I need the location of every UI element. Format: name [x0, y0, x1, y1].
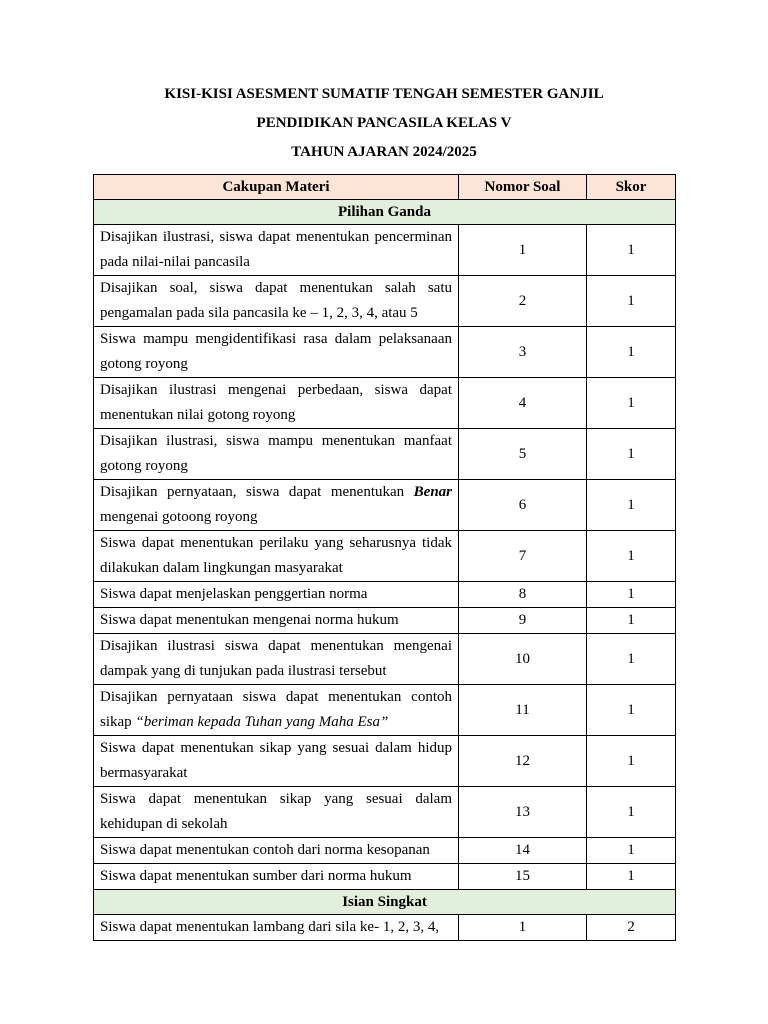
row-description-text-end: mengenai gotoong royong: [100, 509, 258, 525]
section-row-pilihan-ganda: [94, 200, 676, 225]
row-score: 1: [587, 276, 676, 327]
row-description: Disajikan soal, siswa dapat menentukan salah satu pengamalan pada sila pancasila ke – 1, 2, 3, 4, atau 5: [94, 276, 459, 327]
row-description-quote: “beriman kepada Tuhan yang Maha Esa”: [135, 714, 389, 730]
section-label: Isian Singkat: [94, 890, 676, 915]
column-header-nomor: Nomor Soal: [459, 175, 587, 200]
table-row: [94, 480, 676, 531]
row-score: 1: [587, 582, 676, 608]
row-number: 2: [459, 276, 587, 327]
row-description: Siswa dapat menentukan sumber dari norma hukum: [94, 864, 459, 890]
row-score: 2: [587, 915, 676, 941]
table-row: [94, 838, 676, 864]
row-description: Disajikan ilustrasi, siswa dapat menentukan pencerminan pada nilai-nilai pancasila: [94, 225, 459, 276]
row-description: Siswa dapat menentukan mengenai norma hukum: [94, 608, 459, 634]
row-description: Siswa dapat menjelaskan penggertian norma: [94, 582, 459, 608]
row-score: 1: [587, 378, 676, 429]
row-description: Disajikan ilustrasi, siswa mampu menentukan manfaat gotong royong: [94, 429, 459, 480]
row-description: Siswa dapat menentukan sikap yang sesuai dalam kehidupan di sekolah: [94, 787, 459, 838]
document-header: [0, 86, 768, 173]
row-number: 5: [459, 429, 587, 480]
table-row: [94, 378, 676, 429]
row-description: Siswa dapat menentukan sikap yang sesuai dalam hidup bermasyarakat: [94, 736, 459, 787]
row-description: [94, 685, 459, 736]
table-row: [94, 327, 676, 378]
row-number: 10: [459, 634, 587, 685]
row-number: 4: [459, 378, 587, 429]
row-number: 11: [459, 685, 587, 736]
row-number: 8: [459, 582, 587, 608]
column-header-skor: Skor: [587, 175, 676, 200]
row-description: Siswa dapat menentukan contoh dari norma kesopanan: [94, 838, 459, 864]
table-row: [94, 634, 676, 685]
row-description: Disajikan ilustrasi mengenai perbedaan, siswa dapat menentukan nilai gotong royong: [94, 378, 459, 429]
row-number: 15: [459, 864, 587, 890]
table-row: [94, 864, 676, 890]
row-score: 1: [587, 429, 676, 480]
row-description: Siswa dapat menentukan perilaku yang seharusnya tidak dilakukan dalam lingkungan masyarakat: [94, 531, 459, 582]
table-row: [94, 429, 676, 480]
row-score: 1: [587, 608, 676, 634]
kisi-kisi-table: [93, 174, 676, 941]
row-number: 9: [459, 608, 587, 634]
table-row: [94, 531, 676, 582]
table-row: [94, 582, 676, 608]
table-row: [94, 276, 676, 327]
column-header-cakupan: Cakupan Materi: [94, 175, 459, 200]
row-number: 1: [459, 225, 587, 276]
row-number: 3: [459, 327, 587, 378]
row-number: 14: [459, 838, 587, 864]
row-description: Siswa dapat menentukan lambang dari sila ke- 1, 2, 3, 4,: [94, 915, 459, 941]
table-row: [94, 608, 676, 634]
table-row: [94, 787, 676, 838]
row-description-text: Disajikan pernyataan siswa dapat menentukan contoh sikap: [100, 689, 452, 730]
table-row: [94, 225, 676, 276]
row-description: [94, 480, 459, 531]
row-score: 1: [587, 838, 676, 864]
row-score: 1: [587, 327, 676, 378]
section-label: Pilihan Ganda: [94, 200, 676, 225]
row-score: 1: [587, 787, 676, 838]
row-number: 7: [459, 531, 587, 582]
row-score: 1: [587, 634, 676, 685]
row-description-emphasis: Benar: [413, 484, 452, 500]
table-row: [94, 736, 676, 787]
title-line-3: TAHUN AJARAN 2024/2025: [291, 144, 477, 160]
row-score: 1: [587, 531, 676, 582]
row-score: 1: [587, 685, 676, 736]
section-row-isian-singkat: [94, 890, 676, 915]
row-description: Siswa mampu mengidentifikasi rasa dalam pelaksanaan gotong royong: [94, 327, 459, 378]
table-row: [94, 915, 676, 941]
row-score: 1: [587, 736, 676, 787]
row-score: 1: [587, 864, 676, 890]
row-description-text: Disajikan pernyataan, siswa dapat menentukan: [100, 484, 414, 500]
row-number: 1: [459, 915, 587, 941]
title-line-2: PENDIDIKAN PANCASILA KELAS V: [256, 115, 512, 131]
row-score: 1: [587, 225, 676, 276]
table-header-row: [94, 175, 676, 200]
title-line-1: KISI-KISI ASESMENT SUMATIF TENGAH SEMESTER GANJIL: [164, 86, 604, 102]
row-description: Disajikan ilustrasi siswa dapat menentukan mengenai dampak yang di tunjukan pada ilustrasi tersebut: [94, 634, 459, 685]
row-number: 13: [459, 787, 587, 838]
row-number: 12: [459, 736, 587, 787]
table-row: [94, 685, 676, 736]
row-number: 6: [459, 480, 587, 531]
row-score: 1: [587, 480, 676, 531]
